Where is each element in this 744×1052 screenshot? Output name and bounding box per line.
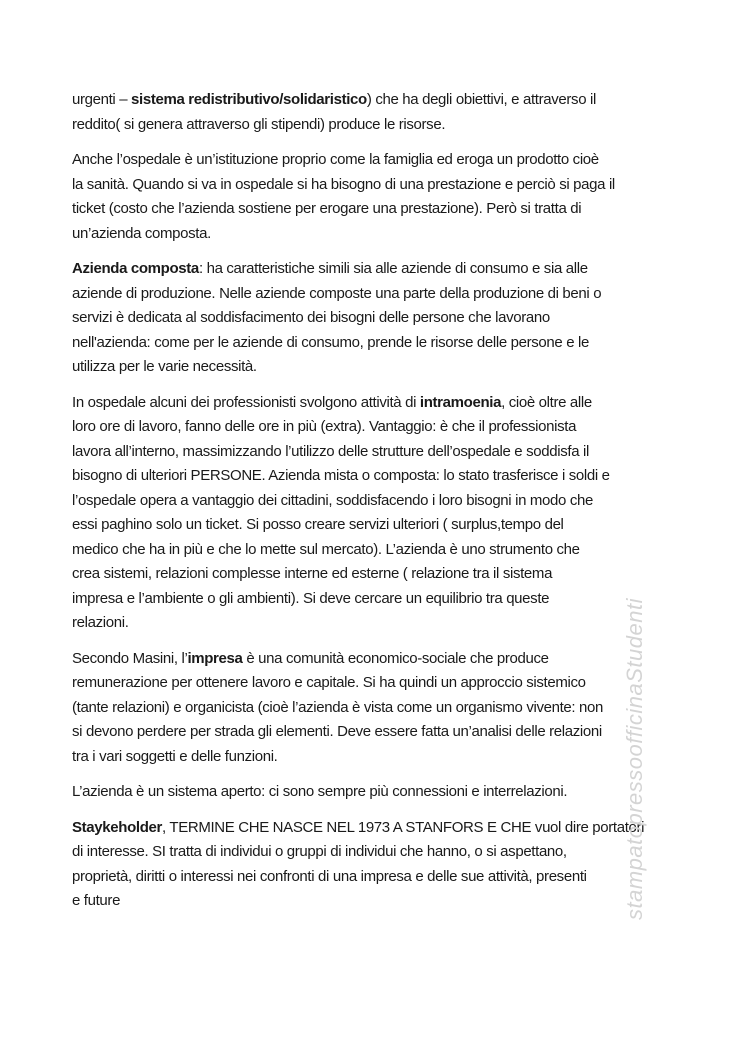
text-segment: In ospedale alcuni dei professionisti svolgono attività di	[72, 393, 420, 411]
text-line	[72, 816, 682, 841]
text-line	[72, 331, 682, 356]
text-line	[72, 440, 682, 465]
text-segment: , cioè oltre alle	[501, 393, 592, 411]
text-line	[72, 671, 682, 696]
bold-term: intramoenia	[419, 393, 502, 411]
text-segment: essi paghino solo un ticket. Si posso creare servizi ulteriori ( surplus,tempo del	[72, 516, 564, 533]
text-segment: relazioni.	[72, 614, 129, 631]
text-segment: ticket (costo che l’azienda sostiene per erogare una prestazione). Però si tratta di	[72, 200, 582, 217]
text-segment: è una comunità economico-sociale che produce	[242, 649, 549, 667]
text-line	[72, 489, 682, 514]
text-line	[72, 696, 682, 721]
text-segment: impresa e l’ambiente o gli ambienti). Si deve cercare un equilibrio tra queste	[72, 589, 550, 607]
watermark: stampatopressoofficinaStudenti	[622, 598, 647, 920]
text-line	[72, 587, 682, 612]
text-segment: lavora all’interno, massimizzando l’utilizzo delle strutture dell’ospedale e soddisfa il	[72, 442, 589, 460]
text-line	[72, 197, 682, 222]
text-line	[72, 538, 682, 563]
text-segment: remunerazione per ottenere lavoro e capitale. Si ha quindi un approccio sistemico	[72, 674, 586, 691]
text-segment: loro ore di lavoro, fanno delle ore in più (extra). Vantaggio: è che il professionista	[72, 418, 577, 435]
text-segment: , TERMINE CHE NASCE NEL 1973 A STANFORS E CHE vuol dire portatori	[162, 818, 645, 836]
text-line	[72, 720, 682, 745]
text-segment: e future	[72, 892, 121, 909]
text-line	[72, 415, 682, 440]
text-segment: l’ospedale opera a vantaggio dei cittadini, soddisfacendo i loro bisogni in modo che	[72, 491, 593, 509]
text-segment: nell'azienda: come per le aziende di consumo, prende le risorse delle persone e le	[72, 333, 589, 351]
paragraph	[72, 88, 682, 137]
text-line	[72, 840, 682, 865]
text-segment: Anche l’ospedale è un’istituzione proprio come la famiglia ed eroga un prodotto cioè	[72, 151, 599, 168]
paragraph	[72, 816, 682, 914]
text-segment: (tante relazioni) e organicista (cioè l’azienda è vista come un organismo vivente: non	[72, 698, 604, 716]
text-segment: medico che ha in più e che lo mette sul mercato). L’azienda è uno strumento che	[72, 540, 580, 558]
text-segment: : ha caratteristiche simili sia alle aziende di consumo e sia alle	[198, 260, 588, 277]
paragraph	[72, 780, 682, 805]
text-line	[72, 889, 682, 914]
text-line	[72, 355, 682, 380]
text-line	[72, 513, 682, 538]
paragraph	[72, 257, 682, 380]
text-line	[72, 257, 682, 282]
text-segment: la sanità. Quando si va in ospedale si ha bisogno di una prestazione e perciò si paga il	[72, 175, 615, 193]
text-line	[72, 282, 682, 307]
text-segment: aziende di produzione. Nelle aziende composte una parte della produzione di beni o	[72, 284, 602, 302]
text-segment: un’azienda composta.	[72, 224, 211, 242]
text-segment: proprietà, diritti o interessi nei confronti di una impresa e delle sue attività, presenti	[72, 867, 587, 885]
paragraph	[72, 391, 682, 636]
text-line	[72, 173, 682, 198]
paragraph	[72, 148, 682, 246]
text-segment: bisogno di ulteriori PERSONE. Azienda mista o composta: lo stato trasferisce i soldi e	[72, 467, 610, 484]
text-segment: di interesse. SI tratta di individui o gruppi di individui che hanno, o si aspettano,	[72, 843, 567, 860]
bold-term: sistema redistributivo/solidaristico	[131, 91, 367, 108]
text-segment: ) che ha degli obiettivi, e attraverso il	[366, 91, 596, 108]
text-segment: utilizza per le varie necessità.	[72, 358, 257, 375]
text-line	[72, 780, 682, 805]
text-segment: si devono perdere per strada gli elementi. Deve essere fatta un’analisi delle relazioni	[72, 723, 602, 740]
text-line	[72, 306, 682, 331]
text-line	[72, 391, 682, 416]
paragraph	[72, 647, 682, 770]
text-segment: Secondo Masini, l’	[72, 649, 188, 667]
text-line	[72, 611, 682, 636]
text-line	[72, 148, 682, 173]
text-line	[72, 562, 682, 587]
text-line	[72, 745, 682, 770]
text-segment: L’azienda è un sistema aperto: ci sono sempre più connessioni e interrelazioni.	[72, 783, 568, 800]
text-segment: urgenti –	[72, 91, 132, 108]
text-segment: servizi è dedicata al soddisfacimento dei bisogni delle persone che lavorano	[72, 309, 550, 326]
text-line	[72, 647, 682, 672]
text-line	[72, 464, 682, 489]
text-segment: reddito( si genera attraverso gli stipendi) produce le risorse.	[72, 115, 446, 133]
document-body	[72, 88, 682, 925]
bold-term: impresa	[187, 649, 243, 667]
text-segment: tra i vari soggetti e delle funzioni.	[72, 747, 278, 765]
bold-term: Staykeholder	[72, 818, 163, 836]
text-segment: crea sistemi, relazioni complesse interne ed esterne ( relazione tra il sistema	[72, 565, 553, 582]
text-line	[72, 88, 682, 113]
bold-term: Azienda composta	[72, 260, 199, 277]
text-line	[72, 865, 682, 890]
text-line	[72, 113, 682, 138]
text-line	[72, 222, 682, 247]
